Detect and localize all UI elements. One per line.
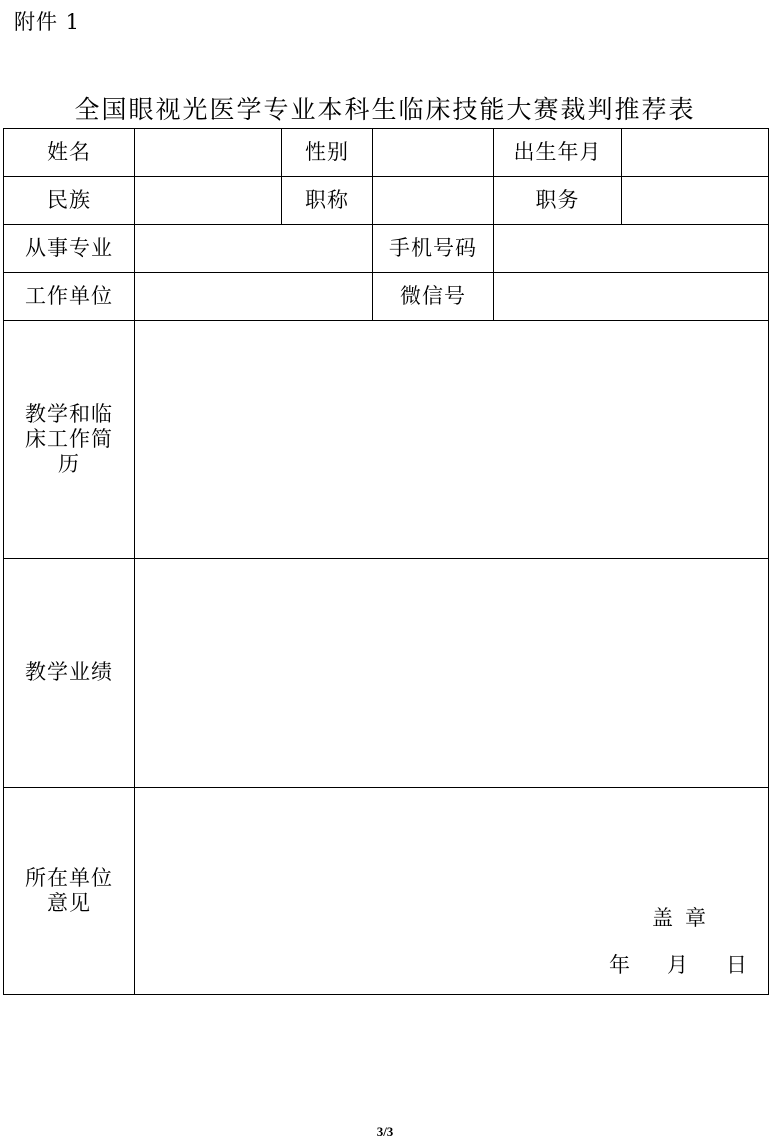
resume-field[interactable] [135, 321, 769, 559]
name-field[interactable] [135, 129, 282, 177]
birth-date-label: 出生年月 [494, 129, 622, 177]
row-name [4, 129, 769, 177]
ethnicity-field[interactable] [135, 177, 282, 225]
attachment-label: 附件 1 [14, 10, 81, 34]
resume-label-line1: 教学和临 [25, 401, 113, 426]
page-number: 3/3 [376, 1124, 394, 1139]
phone-field[interactable] [494, 225, 769, 273]
stamp-label: 盖章 [652, 906, 718, 930]
opinion-label-line1: 所在单位 [25, 865, 113, 890]
professional-title-label: 职称 [282, 177, 373, 225]
opinion-label-line2: 意见 [47, 891, 91, 915]
row-ethnicity [4, 177, 769, 225]
wechat-field[interactable] [494, 273, 769, 321]
referee-recommendation-form [3, 128, 769, 995]
specialty-label: 从事专业 [4, 225, 135, 273]
phone-label: 手机号码 [373, 225, 494, 273]
workplace-label: 工作单位 [4, 273, 135, 321]
achievements-field[interactable] [135, 559, 769, 788]
ethnicity-label: 民族 [4, 177, 135, 225]
row-opinion [4, 788, 769, 995]
birth-date-field[interactable] [622, 129, 769, 177]
row-workplace [4, 273, 769, 321]
date-month-label: 月 [667, 953, 688, 977]
row-achievements [4, 559, 769, 788]
resume-label-line2: 床工作简 [25, 426, 113, 451]
resume-label [4, 321, 135, 559]
achievements-label: 教学业绩 [4, 559, 135, 788]
position-label: 职务 [494, 177, 622, 225]
workplace-field[interactable] [135, 273, 373, 321]
specialty-field[interactable] [135, 225, 373, 273]
gender-label: 性别 [282, 129, 373, 177]
date-day-label: 日 [726, 953, 747, 977]
professional-title-field[interactable] [373, 177, 494, 225]
position-field[interactable] [622, 177, 769, 225]
opinion-field[interactable] [135, 788, 769, 995]
wechat-label: 微信号 [373, 273, 494, 321]
date-year-label: 年 [609, 953, 630, 977]
name-label: 姓名 [4, 129, 135, 177]
opinion-label [4, 788, 135, 995]
row-resume [4, 321, 769, 559]
row-specialty [4, 225, 769, 273]
resume-label-line3: 历 [58, 452, 80, 477]
form-title: 全国眼视光医学专业本科生临床技能大赛裁判推荐表 [74, 95, 696, 124]
gender-field[interactable] [373, 129, 494, 177]
